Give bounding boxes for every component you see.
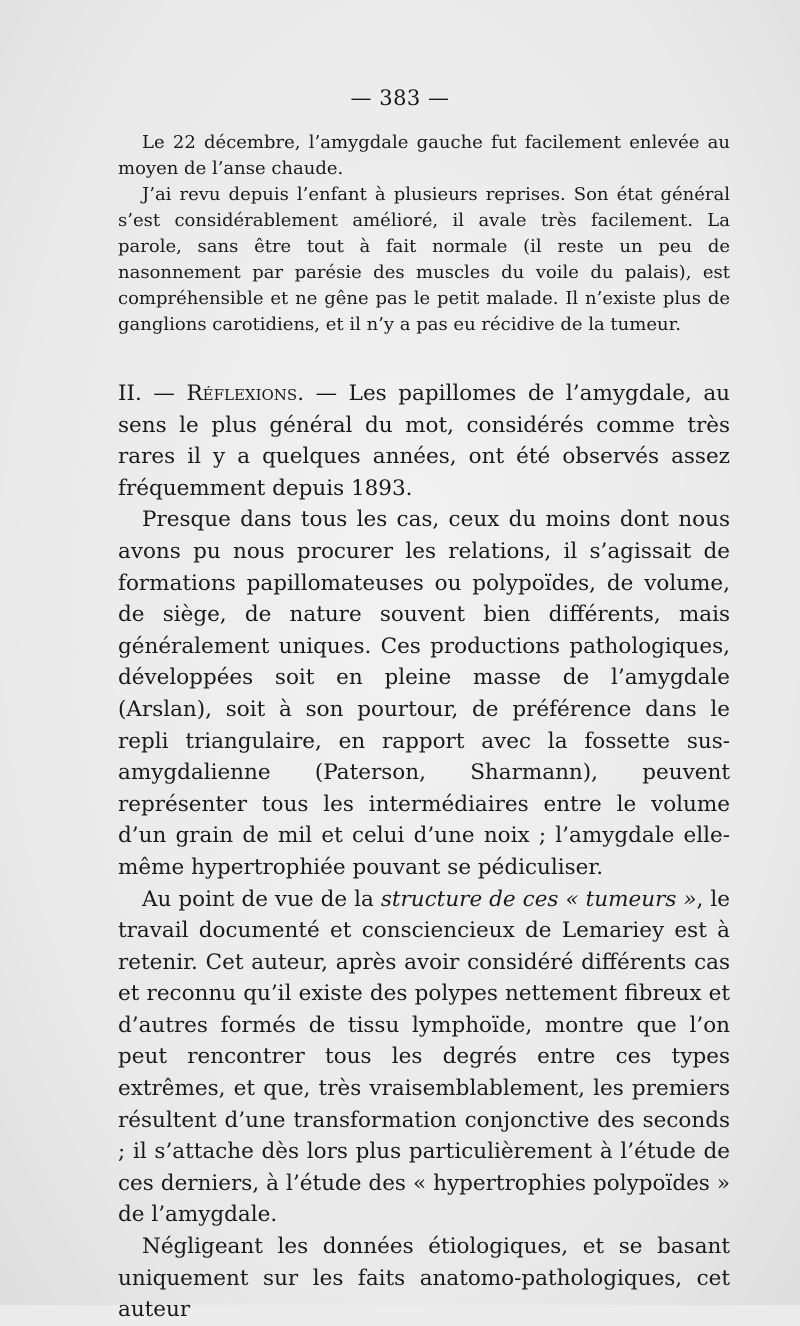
page-number: — 383 — — [350, 86, 450, 110]
section-heading-number: II. — — [118, 381, 187, 406]
reflexions-section — [118, 378, 730, 1326]
paragraph-cases: Presque dans tous les cas, ceux du moins dont nous avons pu nous procurer les relations, il s’agissait de formations papillomateuses ou polypoïdes, de volume, de siège, de nature souvent bien différents, mais généralement uniques. Ces productions pathologiques, développées soit en pleine masse de l’amygdale (Arslan), soit à son pourtour, de préférence dans le repli triangulaire, en rapport avec la fossette sus-amygdalienne (Paterson, Sharmann), peuvent représenter tous les intermédiaires entre le volume d’un grain de mil et celui d’une noix ; l’amygdale elle-même hypertrophiée pouvant se pédiculiser. — [118, 507, 730, 880]
paragraph-reflexions-intro — [118, 378, 730, 504]
paragraph-follow-up: J’ai revu depuis l’enfant à plusieurs reprises. Son état général s’est considérablement amélioré, il avale très facilement. La parole, sans être tout à fait normale (il reste un peu de nasonnement par parésie des muscles du voile du palais), est compréhensible et ne gêne pas le petit malade. Il n’existe plus de ganglions carotidiens, et il n’y a pas eu récidive de la tumeur. — [118, 184, 730, 335]
section-heading-title: Réflexions. — [186, 381, 305, 406]
paragraph-structure-lead: Au point de vue de la — [142, 886, 381, 912]
paragraph-surgery: Le 22 décembre, l’amygdale gauche fut facilement enlevée au moyen de l’anse chaude. — [118, 132, 730, 179]
case-conclusion-section — [118, 130, 730, 338]
paragraph-structure — [118, 884, 730, 1232]
paragraph-anatomy: Négligeant les données étiologiques, et se basant uniquement sur les faits anatomo-pathologiques, cet auteur — [118, 1234, 730, 1323]
paragraph-structure-italic: structure de ces « tumeurs » — [380, 886, 697, 912]
paragraph-reflexions-text: — Les papillomes de l’amygdale, au sens le plus général du mot, considérés comme très rares il y a quelques années, ont été observés assez fréquemment depuis 1893. — [118, 381, 730, 501]
paragraph-structure-rest: , le travail documenté et consciencieux de Lemariey est à retenir. Cet auteur, après avoir considéré différents cas et reconnu qu’il existe des polypes nettement fibreux et d’autres formés de tissu lymphoïde, montre que l’on peut rencontrer tous les degrés entre ces types extrêmes, et que, très vraisemblablement, les premiers résultent d’une transformation conjonctive des seconds ; il s’attache dès lors plus particulièrement à l’étude de ces derniers, à l’étude des « hypertrophies polypoïdes » de l’amygdale. — [118, 886, 730, 1228]
